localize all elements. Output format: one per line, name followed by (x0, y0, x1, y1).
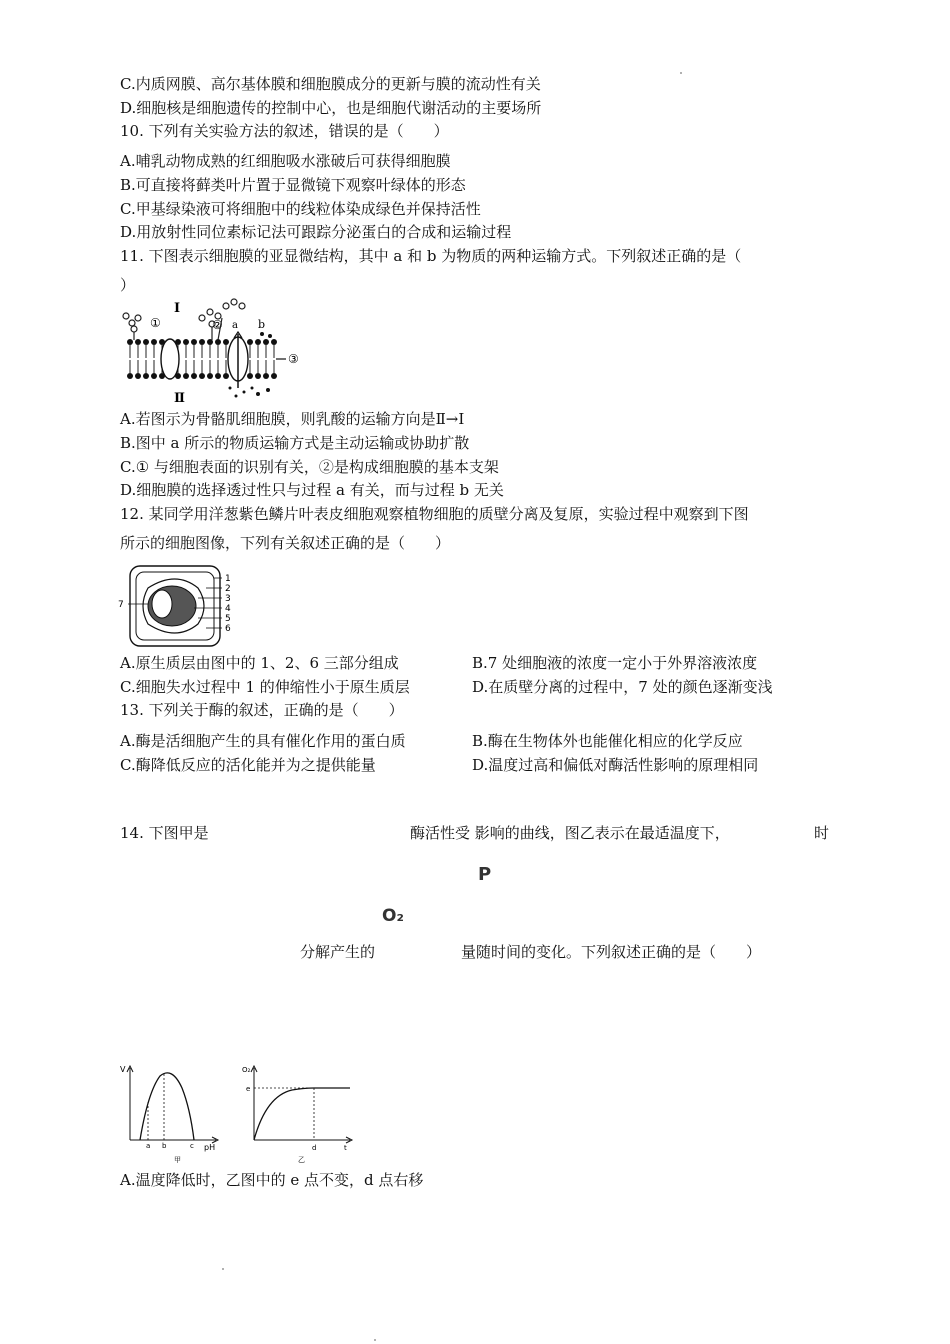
q13-option-b: B.酶在生物体外也能催化相应的化学反应 (472, 732, 743, 750)
q12-option-b: B.7 处细胞液的浓度一定小于外界溶液浓度 (472, 654, 758, 672)
q10-option-b: B.可直接将藓类叶片置于显微镜下观察叶绿体的形态 (120, 176, 466, 194)
q11-option-a: A.若图示为骨骼肌细胞膜，则乳酸的运输方向是Ⅱ→Ⅰ (120, 410, 465, 428)
q11-stem-cont: ） (120, 276, 136, 294)
q12-option-a: A.原生质层由图中的 1、2、6 三部分组成 (120, 654, 399, 672)
fig-label-2: ② (212, 318, 223, 332)
tick-a: a (146, 1142, 151, 1150)
q13-option-d: D.温度过高和偏低对酶活性影响的原理相同 (472, 756, 759, 774)
enzyme-ph-curve-figure (118, 1062, 228, 1166)
phospholipid-tails (130, 345, 274, 373)
fig-label-side-2: Ⅱ (174, 391, 185, 406)
glycocalyx-chains (123, 299, 245, 340)
y-axis-label: O₂ (242, 1066, 251, 1074)
q13-stem: 13. 下列关于酶的叙述，正确的是（ ） (120, 701, 404, 719)
fig-label-a: a (232, 320, 238, 331)
q14-stem-part-4: 分解产生的 (300, 943, 376, 961)
fig-label-b: b (258, 318, 266, 331)
q10-option-a: A.哺乳动物成熟的红细胞吸水涨破后可获得细胞膜 (120, 152, 451, 170)
figure-caption: 乙 (298, 1156, 305, 1164)
membrane-protein (161, 339, 179, 379)
q11-option-b: B.图中 a 所示的物质运输方式是主动运输或协助扩散 (120, 434, 470, 452)
q14-stem-part-5: 量随时间的变化。下列叙述正确的是（ ） (461, 943, 762, 961)
q11-option-c: C.① 与细胞表面的识别有关，②是构成细胞膜的基本支架 (120, 458, 499, 476)
plasmolysis-cell-figure (118, 562, 246, 650)
q10-option-d: D.用放射性同位素标记法可跟踪分泌蛋白的合成和运输过程 (120, 223, 512, 241)
fig-label-6: 6 (225, 624, 231, 634)
fig-label-1: ① (150, 316, 161, 330)
q11-option-d: D.细胞膜的选择透过性只与过程 a 有关，而与过程 b 无关 (120, 481, 504, 499)
figure-caption: 甲 (174, 1156, 181, 1164)
q14-option-a: A.温度降低时，乙图中的 e 点不变，d 点右移 (120, 1171, 424, 1189)
q9-option-d: D.细胞核是细胞遗传的控制中心，也是细胞代谢活动的主要场所 (120, 99, 542, 117)
fig-label-7: 7 (118, 600, 124, 610)
fig-label-side-1: I (174, 301, 181, 316)
q13-option-a: A.酶是活细胞产生的具有催化作用的蛋白质 (120, 732, 406, 750)
q12-stem-cont: 所示的细胞图像，下列有关叙述正确的是（ ） (120, 534, 451, 552)
q14-stem-part-2: 酶活性受 影响的曲线，图乙表示在最适温度下， (410, 824, 730, 842)
q14-stem-part-1: 14. 下图甲是 (120, 824, 209, 842)
q13-option-c: C.酶降低反应的活化能并为之提供能量 (120, 756, 376, 774)
membrane-figure (118, 296, 306, 406)
q10-stem: 10. 下列有关实验方法的叙述，错误的是（ ） (120, 122, 449, 140)
scan-dot (680, 72, 682, 74)
x-axis-label: t (344, 1144, 347, 1152)
o2-curve (254, 1088, 350, 1140)
fig-label-4: 4 (225, 604, 231, 614)
q10-option-c: C.甲基绿染液可将细胞中的线粒体染成绿色并保持活性 (120, 200, 481, 218)
fig-label-3: ③ (288, 352, 299, 366)
scan-dot (222, 1268, 224, 1270)
tick-c: c (190, 1142, 194, 1150)
scan-dot (374, 1339, 376, 1341)
tick-d: d (312, 1144, 317, 1152)
fig-label-1: 1 (225, 574, 231, 584)
vacuole (152, 590, 172, 618)
fig-label-5: 5 (225, 614, 231, 624)
tick-b: b (162, 1142, 167, 1150)
q14-stem-part-3: 时 (814, 824, 830, 842)
level-label-e: e (246, 1085, 251, 1093)
y-axis-label: V (120, 1065, 126, 1074)
q12-option-d: D.在质壁分离的过程中，7 处的颜色逐渐变浅 (472, 678, 773, 696)
q9-option-c: C.内质网膜、高尔基体膜和细胞膜成分的更新与膜的流动性有关 (120, 75, 541, 93)
symbol-p: P (478, 864, 492, 885)
q11-stem: 11. 下图表示细胞膜的亚显微结构，其中 a 和 b 为物质的两种运输方式。下列叙述正确的是（ (120, 247, 742, 265)
q12-stem: 12. 某同学用洋葱紫色鳞片叶表皮细胞观察植物细胞的质壁分离及复原，实验过程中观察到下图 (120, 505, 749, 523)
o2-time-curve-figure (240, 1062, 362, 1166)
fig-label-2: 2 (225, 584, 231, 594)
q12-option-c: C.细胞失水过程中 1 的伸缩性小于原生质层 (120, 678, 410, 696)
x-axis-label: pH (204, 1143, 216, 1152)
symbol-o2: O₂ (382, 906, 404, 926)
fig-label-3: 3 (225, 594, 231, 604)
